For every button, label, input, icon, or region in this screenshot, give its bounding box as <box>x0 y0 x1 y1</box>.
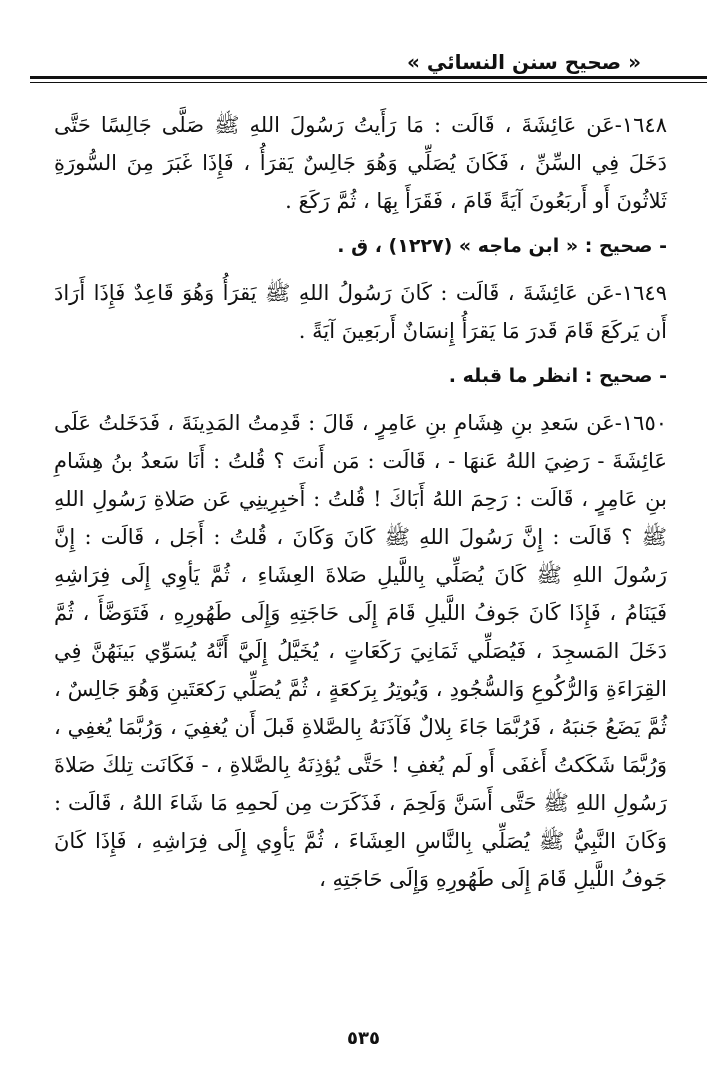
hadith-text: ١٦٥٠-عَن سَعدِ بنِ هِشَامِ بنِ عَامِرٍ ، قَالَ : قَدِمتُ المَدِينَةَ ، فَدَخَلتُ عَلَى عَائِشَةَ - رَضِيَ اللهُ عَنهَا - ، قَالَت : مَن أَنتَ ؟ قُلتُ : أَنَا سَعدُ بنُ هِشَامِ بنِ عَامِرٍ ، قَالَت : رَحِمَ اللهُ أَبَاكَ ! قُلتُ : أَخبِرِينِي عَن صَلاةِ رَسُولِ اللهِ ﷺ ؟ قَالَت : إِنَّ رَسُولَ اللهِ ﷺ كَانَ وَكَانَ ، قُلتُ : أَجَل ، قَالَت : إِنَّ رَسُولَ اللهِ ﷺ كَانَ يُصَلِّي بِاللَّيلِ صَلاةَ العِشَاءِ ، ثُمَّ يَأوِي إِلَى فِرَاشِهِ فَيَنَامُ ، فَإِذَا كَانَ جَوفُ اللَّيلِ قَامَ إِلَى حَاجَتِهِ وَإِلَى طَهُورِهِ ، فَتَوَضَّأَ ، ثُمَّ دَخَلَ المَسجِدَ ، فَيُصَلِّي ثَمَانِيَ رَكَعَاتٍ ، يُخَيَّلُ إِلَيَّ أَنَّهُ يُسَوِّي بَينَهُنَّ فِي القِرَاءَةِ وَالرُّكُوعِ وَالسُّجُودِ ، وَيُوتِرُ بِرَكعَةٍ ، ثُمَّ يُصَلِّي رَكعَتَينِ وَهُوَ جَالِسٌ ، ثُمَّ يَضَعُ جَنبَهُ ، فَرُبَّمَا جَاءَ بِلالٌ فَآذَنَهُ بِالصَّلاةِ قَبلَ أَن يُغفِيَ ، وَرُبَّمَا يُغفِي ، وَرُبَّمَا شَكَكتُ أَغفَى أَو لَم يُغفِ ! حَتَّى يُؤذِنَهُ بِالصَّلاةِ ، - فَكَانَت تِلكَ صَلاةَ رَسُولِ اللهِ ﷺ حَتَّى أَسَنَّ وَلَحِمَ ، فَذَكَرَت مِن لَحمِهِ مَا شَاءَ اللهُ ، قَالَت : وَكَانَ النَّبِيُّ ﷺ يُصَلِّي بِالنَّاسِ العِشَاءَ ، ثُمَّ يَأوِي إِلَى فِرَاشِهِ ، فَإِذَا كَانَ جَوفُ اللَّيلِ قَامَ إِلَى طَهُورِهِ وَإِلَى حَاجَتِهِ ، <box>54 411 668 891</box>
hadith-1649 <box>54 274 667 350</box>
page-number: ٥٣٥ <box>347 1028 380 1049</box>
hadith-grade: - صحيح : « ابن ماجه » (١٢٢٧) ، ق . <box>337 235 667 257</box>
hadith-text: ١٦٤٨-عَن عَائِشَةَ ، قَالَت : مَا رَأَيتُ رَسُولَ اللهِ ﷺ صَلَّى جَالِسًا حَتَّى دَخَلَ فِي السِّنِّ ، فَكَانَ يُصَلِّي وَهُوَ جَالِسٌ يَقرَأُ ، فَإِذَا غَبَرَ مِنَ السُّورَةِ ثَلاثُونَ أَو أَربَعُونَ آيَةً قَامَ ، فَقَرَأَ بِهَا ، ثُمَّ رَكَعَ . <box>54 113 667 213</box>
hadith-grade: - صحيح : انظر ما قبله . <box>448 365 667 387</box>
running-header <box>30 34 707 74</box>
hadith-1650 <box>54 404 667 898</box>
running-header-title: « صحيح سنن النسائي » <box>407 50 641 74</box>
hadith-1648 <box>54 106 667 220</box>
page-body <box>54 106 667 906</box>
header-rule-thin <box>30 82 707 83</box>
hadith-text: ١٦٤٩-عَن عَائِشَةَ ، قَالَت : كَانَ رَسُولُ اللهِ ﷺ يَقرَأُ وَهُوَ قَاعِدٌ فَإِذَا أَرَادَ أَن يَركَعَ قَامَ قَدرَ مَا يَقرَأُ إِنسَانٌ أَربَعِينَ آيَةً . <box>54 281 667 343</box>
header-rule <box>30 76 707 79</box>
